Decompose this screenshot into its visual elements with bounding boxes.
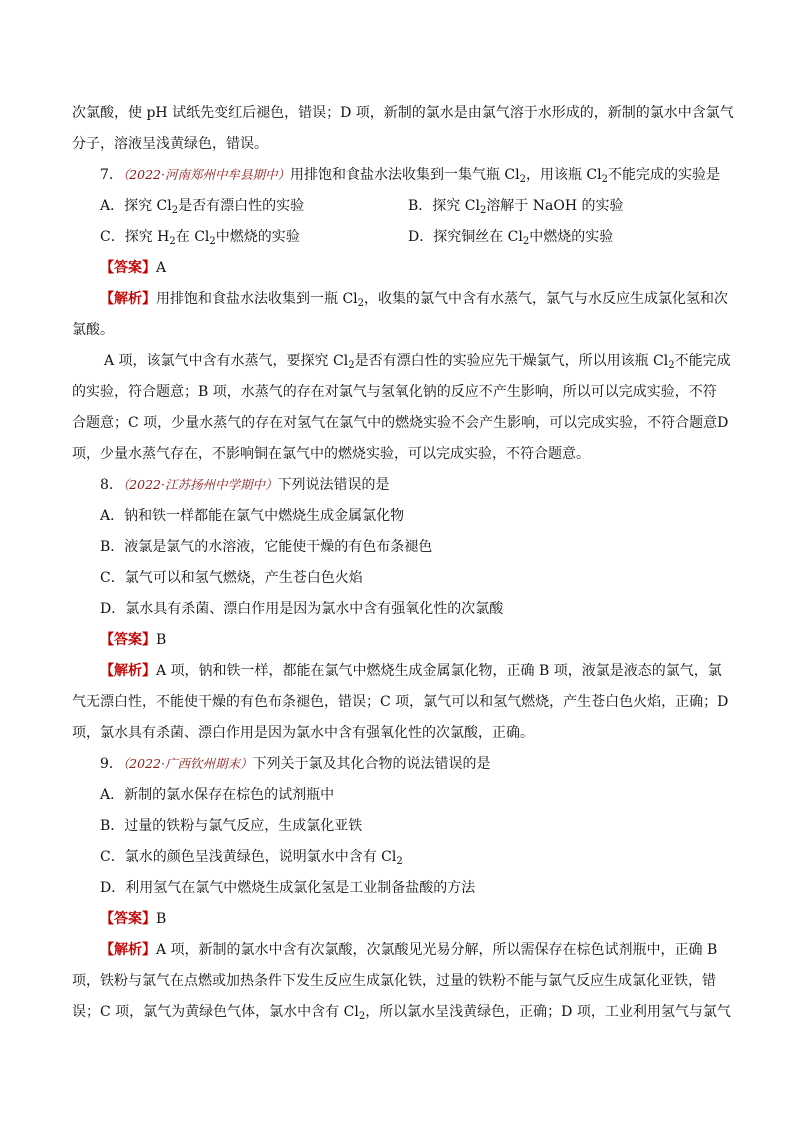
- q7-option-d-text: D．探究铜丝在 Cl: [408, 229, 523, 245]
- answer-tag: 【答案】: [100, 632, 156, 648]
- q7-option-a-text-b: 是否有漂白性的实验: [178, 198, 305, 214]
- q9-stem: [100, 754, 724, 774]
- subscript: 2: [396, 856, 403, 867]
- q8-analysis-text: A 项，钠和铁一样，都能在氯气中燃烧生成金属氯化物，正确 B 项，液氯是液态的氯气，氯: [156, 663, 722, 679]
- analysis-tag: 【解析】: [100, 942, 156, 958]
- subscript: 2: [357, 298, 365, 309]
- q7-option-c-text-b: 在 Cl: [175, 229, 210, 245]
- q9-option-d: D．利用氢气在氯气中燃烧生成氯化氢是工业制备盐酸的方法: [100, 880, 476, 896]
- q8-answer: [100, 630, 724, 650]
- subscript: 2: [522, 236, 530, 247]
- q7-option-c-text-c: 中燃烧的实验: [215, 229, 300, 245]
- answer-tag: 【答案】: [100, 911, 156, 927]
- q7-stem: [100, 165, 724, 185]
- q8-analysis-line-1: [100, 661, 724, 681]
- subscript: 2: [479, 205, 487, 216]
- subscript: 2: [358, 1011, 366, 1022]
- q7-option-b: [408, 196, 624, 216]
- subscript: 2: [519, 174, 526, 185]
- q9-analysis-3-text-b: ，所以氯水呈浅黄绿色，正确；D 项，工业利用氢气与氯气: [365, 1004, 731, 1020]
- subscript: 2: [169, 236, 176, 247]
- q7-options-row-1: [100, 196, 724, 216]
- q7-stem-text-a: 用排饱和食盐水法收集到一集气瓶 Cl: [289, 167, 520, 183]
- q7-option-c-text: C．探究 H: [100, 229, 170, 245]
- q8-stem: [100, 475, 724, 495]
- q7-analysis-line-2: 氯酸。: [72, 322, 114, 338]
- q8-stem-text: 下列说法错误的是: [277, 477, 390, 493]
- q8-analysis-line-3: 项，氯水具有杀菌、漂白作用是因为氯水中含有强氧化性的次氯酸，正确。: [72, 725, 534, 741]
- q9-number: 9．: [100, 756, 123, 772]
- q9-source: （2022·广西钦州期末）: [122, 756, 253, 771]
- q7-option-b-text-b: 溶解于 NaOH 的实验: [486, 198, 624, 214]
- q9-stem-text: 下列关于氯及其化合物的说法错误的是: [252, 756, 491, 772]
- q7-analysis-3-text-b: 是否有漂白性的实验应先干燥氯气，所以用该瓶 Cl: [354, 353, 669, 369]
- q7-option-a: [100, 198, 304, 214]
- q9-analysis-line-1: [100, 940, 724, 960]
- q7-stem-text-b: ，用该瓶 Cl: [525, 167, 602, 183]
- q9-analysis-line-2: 项，铁粉与氯气在点燃或加热条件下发生反应生成氯化铁，过量的铁粉不能与氯气反应生成氯化亚铁，错: [72, 973, 716, 989]
- q7-answer-value: A: [156, 260, 167, 276]
- q9-option-c: [100, 847, 724, 867]
- continued-text-line-1: 次氯酸，使 pH 试纸先变红后褪色，错误；D 项，新制的氯水是由氯气溶于水形成的，新制的氯水中含氯气: [72, 105, 734, 121]
- q9-option-c-text: C．氯水的颜色呈浅黄绿色，说明氯水中含有 Cl: [100, 849, 397, 865]
- q7-analysis-3-text-c: 不能完成: [674, 353, 731, 369]
- q8-source: （2022·江苏扬州中学期中）: [122, 477, 278, 492]
- q9-answer: [100, 909, 724, 929]
- q7-option-d-text-b: 中燃烧的实验: [529, 229, 614, 245]
- q9-analysis-line-3: [72, 1002, 731, 1022]
- q9-analysis-text: A 项，新制的氯水中含有次氯酸，次氯酸见光易分解，所以需保存在棕色试剂瓶中，正确 B: [156, 942, 718, 958]
- q7-analysis-line-1: [100, 289, 729, 309]
- continued-text-line-2: 分子，溶液呈浅黄绿色，错误。: [72, 136, 268, 152]
- q7-answer: [100, 258, 724, 278]
- q8-option-a: A．钠和铁一样都能在氯气中燃烧生成金属氯化物: [100, 508, 405, 524]
- q7-analysis-3-text-a: A 项，该氯气中含有水蒸气，要探究 Cl: [104, 353, 349, 369]
- q8-answer-value: B: [156, 632, 167, 648]
- q7-analysis-text-b: ，收集的氯气中含有水蒸气，氯气与水反应生成氯化氢和次: [364, 291, 729, 307]
- q7-analysis-line-6: 项，少量水蒸气存在，不影响铜在氯气中的燃烧实验，可以完成实验，不符合题意。: [72, 446, 590, 462]
- q7-option-d: [408, 227, 613, 247]
- subscript: 2: [601, 174, 608, 185]
- subscript: 2: [348, 360, 355, 371]
- q8-analysis-line-2: 气无漂白性，不能使干燥的有色布条褪色，错误；C 项，氯气可以和氢气燃烧，产生苍白色火焰，正确；D: [72, 694, 729, 710]
- analysis-tag: 【解析】: [100, 291, 156, 307]
- q7-options-row-2: [100, 227, 724, 247]
- q7-number: 7．: [100, 167, 123, 183]
- subscript: 2: [209, 236, 216, 247]
- q9-option-b: B．过量的铁粉与氯气反应，生成氯化亚铁: [100, 818, 363, 834]
- q8-option-c: C．氯气可以和氢气燃烧，产生苍白色火焰: [100, 570, 363, 586]
- q8-option-b: B．液氯是氯气的水溶液，它能使干燥的有色布条褪色: [100, 539, 433, 555]
- q7-option-a-text: A．探究 Cl: [100, 198, 172, 214]
- q9-analysis-3-text-a: 误；C 项，氯气为黄绿色气体，氯水中含有 Cl: [72, 1004, 359, 1020]
- q7-option-c: [100, 229, 300, 245]
- q7-analysis-line-5: 合题意；C 项，少量水蒸气的存在对氢气在氯气中的燃烧实验不会产生影响，可以完成实验，不符合题意D: [72, 415, 729, 431]
- q8-number: 8．: [100, 477, 123, 493]
- answer-tag: 【答案】: [100, 260, 156, 276]
- q7-analysis-line-3: [104, 351, 731, 371]
- q7-analysis-text-a: 用排饱和食盐水法收集到一瓶 Cl: [156, 291, 358, 307]
- analysis-tag: 【解析】: [100, 663, 156, 679]
- q9-option-a: A．新制的氯水保存在棕色的试剂瓶中: [100, 787, 335, 803]
- q7-stem-text-c: 不能完成的实验是: [608, 167, 720, 183]
- subscript: 2: [171, 205, 179, 216]
- subscript: 2: [668, 360, 675, 371]
- q7-analysis-line-4: 的实验，符合题意；B 项，水蒸气的存在对氯气与氢氧化钠的反应不产生影响，所以可以完成实验，不符: [72, 384, 717, 400]
- q9-answer-value: B: [156, 911, 167, 927]
- q8-option-d: D．氯水具有杀菌、漂白作用是因为氯水中含有强氧化性的次氯酸: [100, 601, 504, 617]
- q7-source: （2022·河南郑州中牟县期中）: [122, 167, 290, 182]
- q7-option-b-text: B．探究 Cl: [408, 198, 480, 214]
